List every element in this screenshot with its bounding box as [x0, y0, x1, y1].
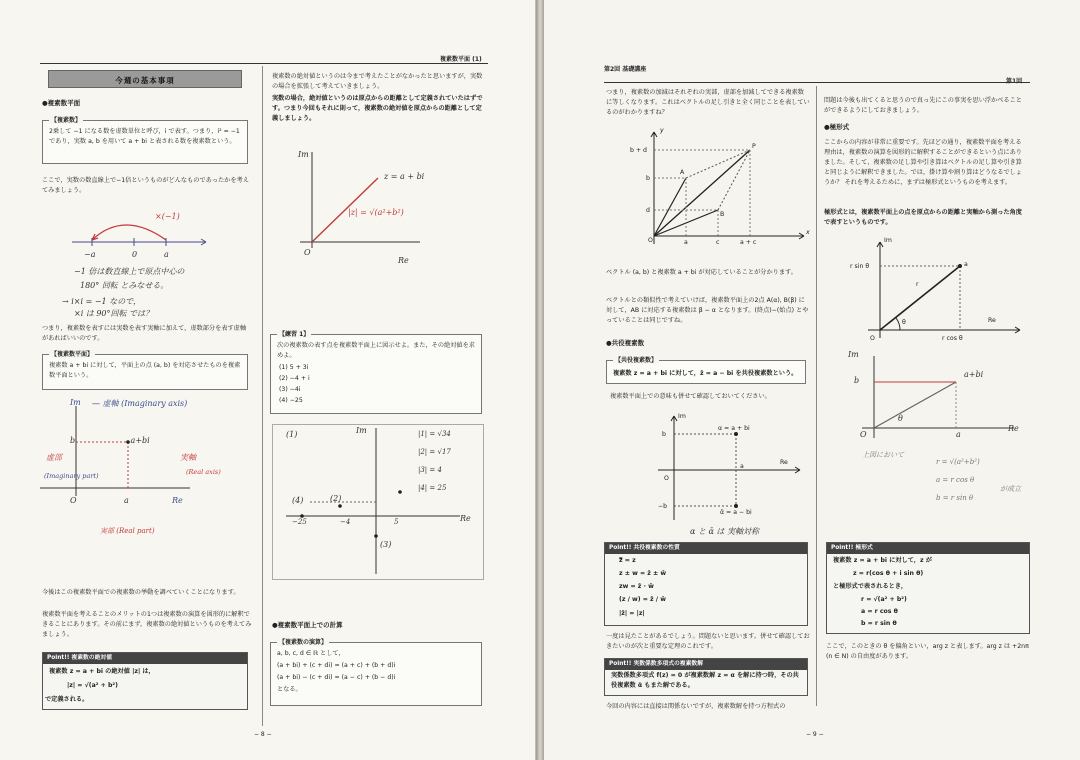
exercise-item-1: (1) 5 + 3i [279, 364, 309, 371]
point-real-poly [604, 658, 808, 696]
hw-im-axis-label: — 虚軸 (Imaginary axis) [92, 399, 188, 408]
section-conjugate: ●共役複素数 [606, 339, 645, 347]
point-real-poly-title: Point!! 実数係数多項式の複素数解 [605, 659, 807, 670]
polar-line-6: b = r sin θ [861, 620, 897, 627]
hw-ex-tick-1: −25 [292, 518, 307, 526]
hw-ex-4: (4) [292, 496, 304, 505]
hw-origin: O [70, 496, 77, 505]
header-rule [40, 63, 488, 64]
hw-ex-tick-3: 5 [394, 518, 399, 526]
fig2-origin: O [664, 475, 669, 482]
hw-graph-z: z = a + bi [384, 172, 425, 181]
right-header-rule [604, 82, 1030, 83]
hw-im-label: Im [70, 398, 81, 407]
hw-graph-abs: |z| = √(a²+b²) [348, 208, 404, 217]
point-polar-form [826, 542, 1030, 634]
point-absolute-title: Point!! 複素数の絶対値 [43, 653, 247, 664]
hw-imag-part: (Imaginary part) [44, 472, 99, 480]
fig3-theta: θ [902, 319, 906, 326]
polar-line-3: と極形式で表されるとき， [833, 583, 908, 590]
polar-line-2: z = r(cos θ + i sin θ) [853, 570, 924, 577]
definition-text: 2乗して −1 になる数を虚数単位と呼び，i で表す。つまり，i² = −1 であり，実数 a, b を用いて a + bi と表される数を複素数という。 [49, 128, 240, 145]
property-5: |z̄| = |z| [619, 610, 645, 617]
fig3-im: Im [884, 237, 892, 244]
hw-abi: .a+bi [128, 436, 150, 445]
hw-graph-im: Im [298, 150, 309, 159]
hw-f4-r: r = √(a²+b²) [936, 458, 980, 466]
section-polar: ●極形式 [824, 123, 850, 131]
fig2-alpha: α = a + bi [718, 425, 750, 432]
calc-line-3: (a + bi) − (c + di) = (a − c) + (b − d)i [277, 674, 396, 681]
hw-b: b [70, 436, 76, 445]
point-absolute-value [42, 652, 248, 710]
exercise-text: 次の複素数の表す点を複素数平面上に図示せよ。また，その絶対値を求めよ。 [277, 342, 475, 359]
hw-re: Re [172, 496, 183, 505]
hw-ex-1: (1) [286, 430, 298, 439]
hw-ex-tick-2: −4 [340, 518, 351, 526]
calc-label: 【複素数の演算】 [279, 639, 328, 646]
polar-line-4: r = √(a² + b²) [861, 596, 907, 603]
hw-f4-a: a [956, 430, 961, 439]
exercise-box [270, 331, 482, 414]
hw-imag-part-jp: 虚部 [46, 453, 62, 462]
left-header: 複素数平面 (1) [440, 56, 482, 63]
hw-note-1: −1 倍は数直線上で原点中心の [74, 267, 185, 276]
fig3-rsin: r sin θ [850, 263, 870, 270]
plane-box-text: 複素数 a + bi に対して，平面上の点 (a, b) を対応させたものを複素数平面という。 [49, 362, 241, 379]
fig1-ac: a + c [740, 239, 757, 246]
hw-times-minus-one: ×(−1) [155, 212, 180, 221]
left-page-number: − 8 − [254, 731, 272, 738]
conjugate-box [606, 357, 806, 384]
point-absolute-line3: で定義される。 [45, 696, 89, 703]
fig3-r: r [916, 281, 919, 288]
fig1-origin: O [648, 237, 653, 244]
fig2-a: a [740, 463, 744, 470]
hw-tick-zero: 0 [132, 250, 138, 259]
hw-f4-re: Re [1008, 424, 1019, 433]
col2-paragraph-2: 実数の場合，絶対値というのは原点からの距離として定義されていたはずです。つまり今回もそれに則って，複素数の絶対値を原点からの距離として定義しましょう。 [272, 95, 483, 122]
point-conjugate-properties [604, 542, 808, 626]
paragraph-merit: 複素数平面を考えることのメリットの1つは複素数の演算を図形的に解釈できることにあります。その前にまず，複素数の絶対値というものを考えてみましょう。 [42, 611, 252, 638]
plane-box [42, 351, 248, 390]
hw-f4-origin: O [860, 430, 867, 439]
fig1-a: a [684, 239, 688, 246]
point-conjugate-title: Point!! 共役複素数の性質 [605, 543, 807, 554]
fig3-re: Re [988, 317, 996, 324]
right-header-left: 第2回 基礎講座 [604, 66, 647, 73]
column-divider [262, 66, 263, 726]
fig3-a: a [964, 261, 968, 268]
exercise-label: 【練習 1】 [279, 331, 310, 338]
hw-tick-a: a [164, 250, 169, 259]
exercise-item-2: (2) −4 + i [279, 375, 310, 382]
fig3-origin: O [870, 335, 875, 342]
fig1-d: d [646, 207, 650, 214]
hw-f4-b-eq: b = r sin θ [936, 494, 974, 502]
right-page [544, 0, 1080, 760]
vector-addition-figure [614, 126, 814, 252]
conjugate-paragraph: 複素数平面上での意味も併せて確認しておいてください。 [610, 393, 771, 400]
fig1-a-point: A [680, 169, 685, 176]
fig1-b: b [646, 175, 650, 182]
hw-note-4: ×i は 90°回転 では？ [74, 309, 154, 318]
definition-box [42, 117, 248, 164]
fig3-rcos: r cos θ [942, 335, 963, 342]
polar-paragraph: ここからの内容が非常に重要です。先ほどの通り，複素数平面を考える理由は，複素数の演算を図形的に解釈することができるという点にありました。そして，複素数の足し算や引き算はベクトルの足し算や引き算と同じように解釈できました。では，掛け算や割り算はどうなるでしょうか？ それを考えるために，まずは極形式というものを考えます。 [824, 139, 1022, 186]
calc-line-1: a, b, c, d ∈ ℝ として， [277, 650, 345, 657]
polar-figure [844, 238, 1024, 342]
vector-correspondence: ベクトル (a, b) と複素数 a + bi が対応していることが分かります。 [606, 269, 797, 276]
hw-f4-b: b [854, 376, 860, 385]
calc-line-4: となる。 [277, 686, 302, 693]
point-absolute-line1: 複素数 z = a + bi の絶対値 |z| は， [49, 668, 155, 675]
hw-ex-abs-2: |2| = √17 [418, 448, 451, 456]
hw-ex-abs-3: |3| = 4 [418, 466, 442, 474]
hw-tick-neg-a: −a [84, 250, 96, 259]
point-polar-title: Point!! 極形式 [827, 543, 1029, 554]
fig2-neg-b: −b [658, 503, 668, 510]
polar-line-5: a = r cos θ [861, 608, 898, 615]
right-header-right [1006, 76, 1022, 85]
calc-box [270, 639, 482, 706]
polar-handwritten-figure [844, 352, 1024, 444]
conjugate-text: 複素数 z = a + bi に対して，z̄ = a − bi を共役複素数という。 [613, 370, 798, 377]
hw-f4-hold: が成立 [1000, 485, 1021, 493]
point-absolute-line2: |z| = √(a² + b²) [67, 682, 118, 689]
vector-paragraph: つまり，複素数の加減はそれぞれの実部，虚部を加減してできる複素数に等しくなります。これはベクトルの足し引きと全く同じことを表しているのがわかりますね？ [606, 89, 810, 116]
hw-graph-origin: O [304, 248, 311, 257]
right-column-divider [816, 86, 817, 706]
vector-difference: ベクトルとの類似性で考えていけば，複素数平面上の2点 A(α), B(β) に対して，AB に対応する複素数は β − α となります。(終点)−(始点) とやっていることは同じですね。 [606, 297, 809, 324]
hw-graph-re: Re [398, 256, 409, 265]
polar-line-1: 複素数 z = a + bi に対して，z が [833, 557, 932, 564]
fig1-b-point: B [720, 211, 725, 218]
hw-ex-im: Im [356, 426, 367, 435]
paragraph-imag-axis: つまり，複素数を表すには実数を表す実軸に加えて，虚数部分を表す虚軸があればいいのです。 [42, 325, 247, 342]
hw-note-3: → i×i = −1 なので， [62, 297, 142, 306]
section-calculation: ●複素数平面上での計算 [272, 621, 343, 629]
hw-symmetric-note: α と ᾱ は 実軸対称 [690, 527, 759, 536]
property-2: z ± w = z̄ ± w̄ [619, 570, 667, 577]
after-properties-text: 一度は見たことがあるでしょう。問題ないと思います。併せて確認しておきたいのが次と重要な定理のこれです。 [606, 633, 810, 650]
intro-text: ここで，実数の数直線上で−1倍というものがどんなものであったかを考えてみましょう。 [42, 177, 249, 194]
left-page [0, 0, 536, 760]
section-complex-plane: ●複素数平面 [42, 99, 81, 107]
book-gutter [536, 0, 544, 760]
hw-a: a [124, 496, 129, 505]
hw-ex-abs-4: |4| = 25 [418, 484, 447, 492]
exercise-item-4: (4) −25 [279, 397, 303, 404]
bottom-text: 今回の内容には直接は関係ないですが，複素数解を持つ方程式の [606, 703, 786, 710]
col2-paragraph-1: 複素数の絶対値というのは今まで考えたことがなかったと思いますが，実数の場合を拡張して考えていきましょう。 [272, 73, 483, 90]
exercise-item-3: (3) −4i [279, 386, 301, 393]
right-page-number: − 9 − [806, 731, 824, 738]
fig2-im: Im [678, 413, 686, 420]
hw-f4-abi: a+bi [964, 370, 984, 379]
calc-line-2: (a + bi) + (c + di) = (a + c) + (b + d)i [277, 662, 396, 669]
hw-f4-im: Im [848, 350, 859, 359]
hw-real-part: 実部 (Real part) [100, 527, 155, 535]
fig2-re: Re [780, 459, 788, 466]
polar-definition: 極形式とは，複素数平面上の点を原点からの距離と実軸から測った角度で表すというものです。 [824, 209, 1022, 226]
hw-f4-a-eq: a = r cos θ [936, 476, 975, 484]
col2-intro: 問題は今後も出てくると思うので真っ先にこの事実を思い浮かべることができるようにしておきましょう。 [824, 97, 1022, 114]
paragraph-behavior: 今後はこの複素数平面での複素数の挙動を調べていくことになります。 [42, 589, 240, 596]
property-4: (z / w) = z̄ / w̄ [619, 596, 666, 603]
fig2-b: b [662, 431, 666, 438]
title-banner [48, 70, 242, 88]
fig1-bd: b + d [630, 147, 647, 154]
title: 今週の基本事項 [115, 76, 175, 85]
hw-ex-2: (2) [330, 494, 342, 503]
hw-f4-theta: θ [898, 414, 903, 423]
hw-ex-3: (3) [380, 540, 392, 549]
fig1-c: c [716, 239, 720, 246]
hw-ex-re: Re [460, 514, 471, 523]
hw-ex-abs-1: |1| = √34 [418, 430, 451, 438]
hw-note-2: 180° 回転 とみなせる。 [80, 281, 169, 290]
hw-real-axis: (Real axis) [186, 468, 221, 476]
hw-real-axis-jp: 実軸 [180, 453, 196, 462]
point-real-poly-text: 実数係数多項式 f(z) = 0 が複素数解 z = α を解に持つ時，その共役複素数 ᾱ もまた解である。 [611, 672, 799, 689]
property-3: zw = z̄ · w̄ [619, 583, 654, 590]
plane-box-label: 【複素数平面】 [51, 351, 94, 358]
fig1-y: y [660, 127, 664, 134]
conjugate-label: 【共役複素数】 [615, 357, 658, 364]
hw-f4-note: 上図において [862, 451, 904, 459]
fig1-x: x [806, 229, 810, 236]
property-1: z̿ = z [619, 557, 636, 564]
fig2-alpha-bar: ᾱ = a − bi [720, 509, 752, 516]
fig1-p: P [752, 143, 756, 150]
definition-box-label: 【複素数】 [51, 117, 82, 124]
argument-text: ここで，このときの θ を偏角といい，arg z と表します。arg z は +2nπ (n ∈ N) の自由度があります。 [826, 643, 1029, 660]
